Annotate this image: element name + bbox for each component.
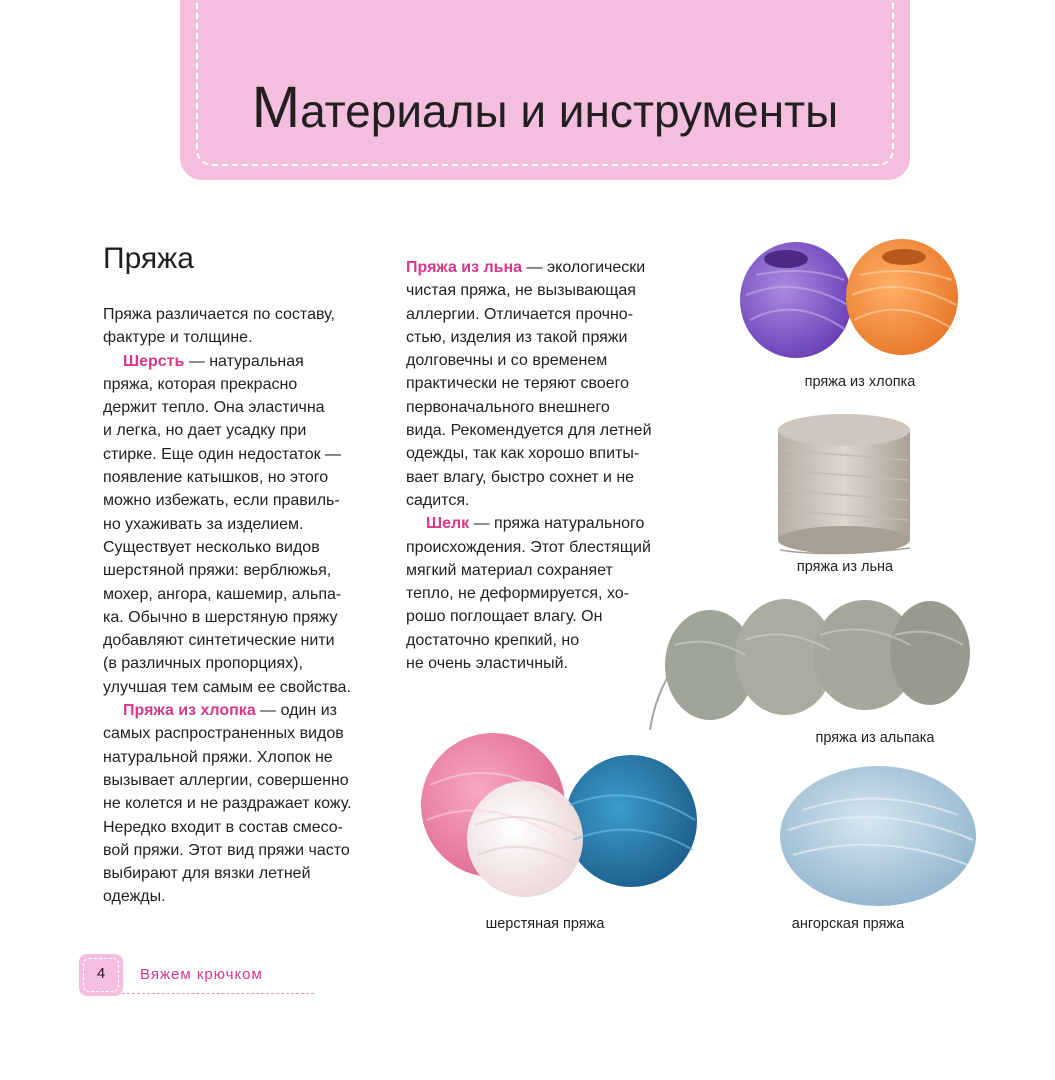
section-title: Пряжа (103, 242, 194, 275)
linen-term: Пряжа из льна (406, 259, 523, 276)
page-number: 4 (96, 965, 106, 982)
alpaca-caption: пряжа из альпака (815, 730, 935, 746)
cotton-caption: пряжа из хлопка (804, 374, 916, 390)
silk-term: Шелк (426, 515, 470, 533)
wool-paragraph (103, 350, 373, 699)
page-number-badge (79, 954, 123, 996)
intro-paragraph: Пряжа различается по составу, фактуре и толщине. (103, 306, 335, 347)
footer-dashed-line (122, 993, 314, 994)
angora-caption: ангорская пряжа (791, 916, 905, 932)
angora-yarn-image (778, 760, 980, 910)
text-column-middle (406, 256, 681, 675)
header-band (180, 0, 910, 180)
linen-yarn-image (770, 410, 920, 560)
wool-text: — натуральная пряжа, которая прекрасно держит тепло. Она эластична и легка, но дает усадку при стирке. Еще один недостаток — появление катышков, но этого можно избежать, если правиль- но ухаживать за изделием. Существует несколько видов шерстяной пряжи: верблюжья, мохер, ангора, кашемир, альпа- ка. Обычно в шерстяную пряжу добавляют синтетические нити (в различных пропорциях), улучшая тем самым ее свойства. (103, 352, 351, 696)
silk-paragraph (406, 512, 681, 675)
wool-yarn-image (405, 725, 705, 905)
text-column-left (103, 303, 373, 909)
wool-caption: шерстяная пряжа (485, 916, 605, 932)
cotton-term: Пряжа из хлопка (123, 702, 256, 720)
cotton-yarn-image (736, 235, 966, 370)
page-title-rest: атериалы и инструменты (300, 85, 839, 137)
page-title (180, 74, 910, 141)
silk-text: — пряжа натурального происхождения. Этот блестящий мягкий материал сохраняет тепло, не деформируется, хо- рошо поглощает влагу. Он достаточно крепкий, но не очень эластичный. (406, 515, 651, 673)
linen-text: — экологически чистая пряжа, не вызывающая аллергии. Отличается прочно- стью, изделия из такой пряжи долговечны и со временем практически не теряют своего первоначального внешнего вида. Рекомендуется для летней одежды, так как хорошо впиты- вает влагу, быстро сохнет и не садится. (406, 259, 652, 509)
footer-book-title: Вяжем крючком (140, 966, 263, 983)
cotton-text: — один из самых распространенных видов натуральной пряжи. Хлопок не вызывает аллергии, совершенно не колется и не раздражает кожу. Нередко входит в состав смесо- вой пряжи. Этот вид пряжи часто выбирают для вязки летней одежды. (103, 702, 352, 906)
wool-term: Шерсть (123, 352, 185, 370)
cotton-paragraph (103, 699, 373, 909)
linen-caption: пряжа из льна (796, 559, 894, 575)
alpaca-yarn-image (645, 595, 975, 730)
page-title-initial: М (251, 75, 301, 140)
linen-paragraph (406, 256, 681, 512)
